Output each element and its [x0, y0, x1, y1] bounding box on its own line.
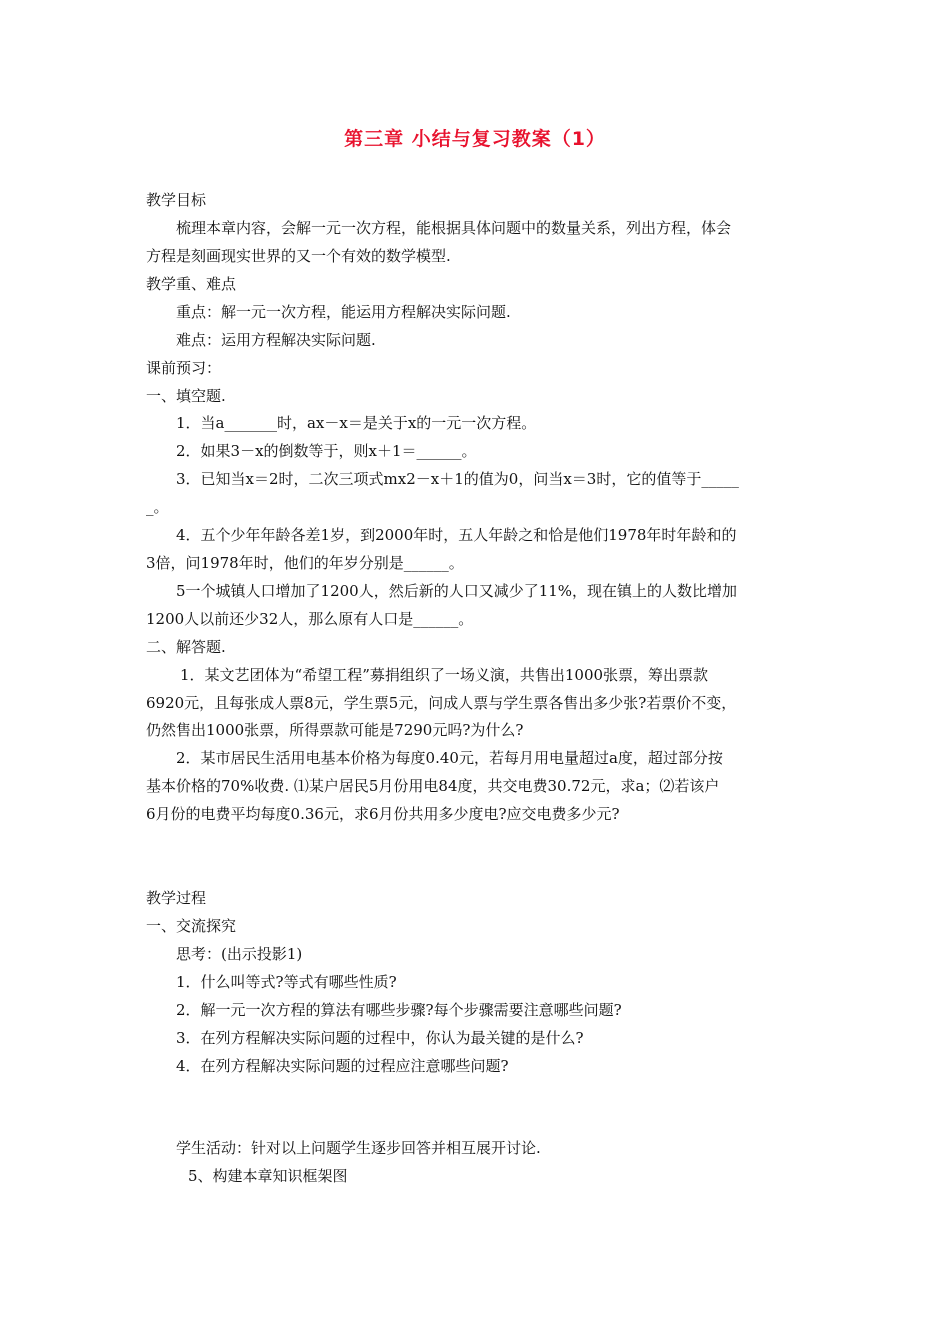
- list-item: 4．在列方程解决实际问题的过程应注意哪些问题?: [176, 1057, 509, 1075]
- question-line: 2．某市居民生活用电基本价格为每度0.40元，若每月用电量超过a度，超过部分按: [176, 749, 723, 767]
- question-line: 6月份的电费平均每度0.36元，求6月份共用多少度电?应交电费多少元?: [146, 805, 620, 823]
- list-item: 2．解一元一次方程的算法有哪些步骤?每个步骤需要注意哪些问题?: [176, 1001, 622, 1019]
- paragraph-line: 重点：解一元一次方程，能运用方程解决实际问题.: [176, 303, 511, 321]
- question-line: 1．当a_______时，ax－x＝是关于x的一元一次方程。: [176, 414, 537, 432]
- question-line: 基本价格的70%收费. ⑴某户居民5月份用电84度，共交电费30.72元，求a；⑵若该户: [146, 777, 720, 795]
- section-heading: 教学重、难点: [146, 275, 237, 293]
- list-item: 3．在列方程解决实际问题的过程中，你认为最关键的是什么?: [176, 1029, 584, 1047]
- paragraph-line: 梳理本章内容，会解一元一次方程，能根据具体问题中的数量关系，列出方程，体会: [176, 219, 732, 237]
- section-heading: 二、解答题.: [146, 638, 226, 656]
- question-line: 1．某文艺团体为“希望工程”募捐组织了一场义演，共售出1000张票，筹出票款: [180, 666, 709, 684]
- section-heading: 一、填空题.: [146, 387, 226, 405]
- question-line: 4．五个少年年龄各差1岁，到2000年时，五人年龄之和恰是他们1978年时年龄和的: [176, 526, 737, 544]
- section-heading: 一、交流探究: [146, 917, 237, 935]
- section-heading: 教学目标: [146, 191, 207, 209]
- section-heading: 教学过程: [146, 889, 207, 907]
- page-title: 第三章 小结与复习教案（1）: [344, 128, 606, 150]
- question-line: 3倍，问1978年时，他们的年岁分别是______。: [146, 554, 464, 572]
- paragraph-line: 方程是刻画现实世界的又一个有效的数学模型.: [146, 247, 451, 265]
- question-line: 6920元，且每张成人票8元，学生票5元，问成人票与学生票各售出多少张?若票价不变，: [146, 694, 737, 712]
- question-line: 1200人以前还少32人，那么原有人口是______。: [146, 610, 474, 628]
- paragraph-line: 难点：运用方程解决实际问题.: [176, 331, 376, 349]
- question-line: 5一个城镇人口增加了1200人，然后新的人口又减少了11%，现在镇上的人数比增加: [176, 582, 738, 600]
- question-line: 3．已知当x＝2时，二次三项式mx2－x＋1的值为0，问当x＝3时，它的值等于_____: [176, 470, 739, 488]
- question-line: 仍然售出1000张票，所得票款可能是7290元吗?为什么?: [146, 721, 524, 739]
- paragraph-line: 思考：(出示投影1): [176, 945, 303, 963]
- paragraph-line: 5、构建本章知识框架图: [188, 1167, 348, 1185]
- list-item: 1．什么叫等式?等式有哪些性质?: [176, 973, 397, 991]
- paragraph-line: 学生活动：针对以上问题学生逐步回答并相互展开讨论.: [176, 1139, 541, 1157]
- section-heading: 课前预习：: [146, 359, 222, 377]
- question-line: 2．如果3－x的倒数等于，则x＋1＝______。: [176, 442, 477, 460]
- question-line: _。: [146, 498, 169, 516]
